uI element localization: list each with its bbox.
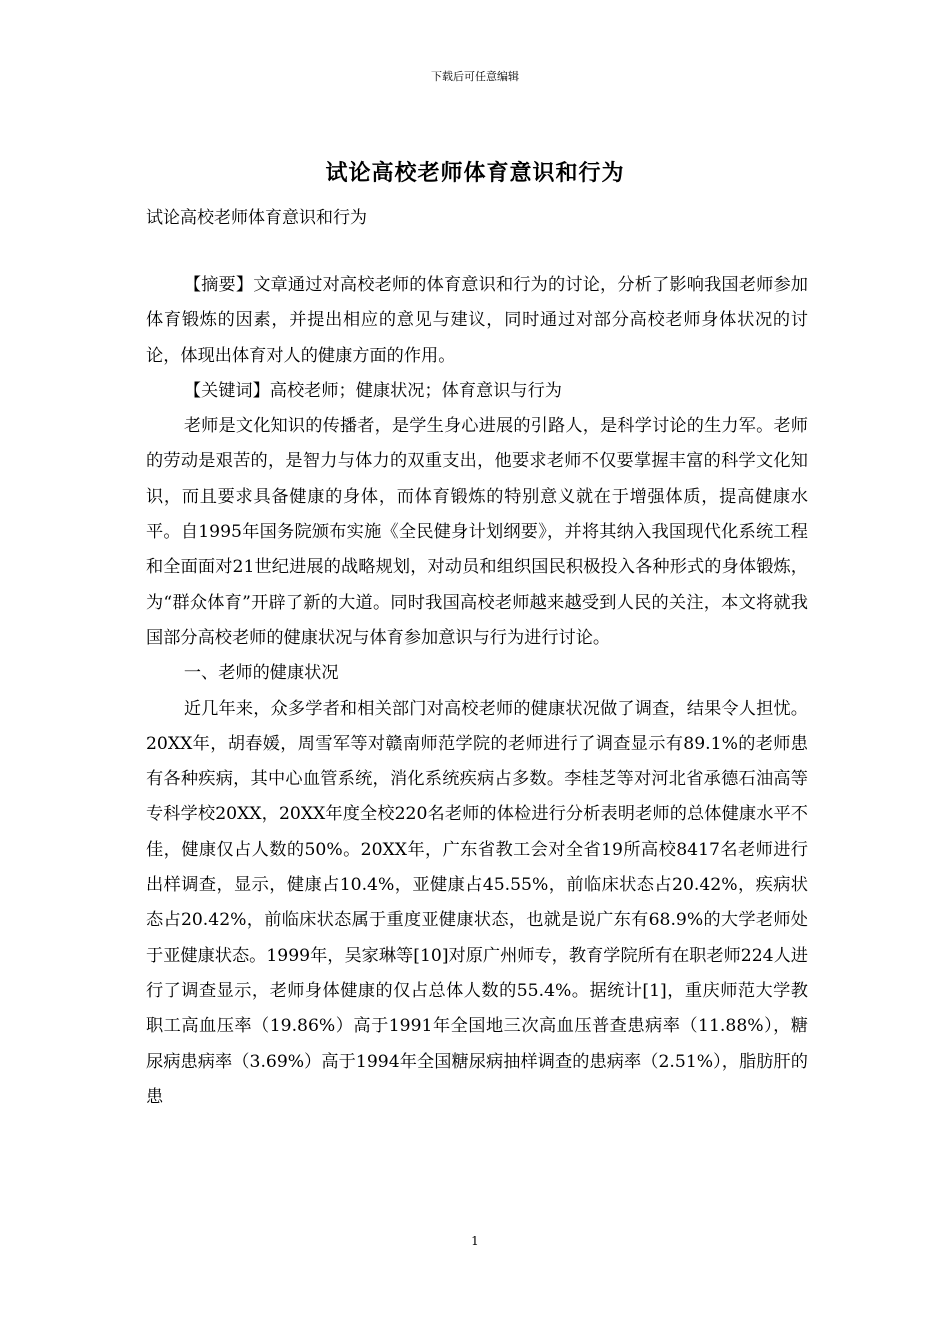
abstract-paragraph: 【摘要】文章通过对高校老师的体育意识和行为的讨论，分析了影响我国老师参加体育锻炼的因素，并提出相应的意见与建议，同时通过对部分高校老师身体状况的讨论，体现出体育对人的健康方面的作用。 [146, 275, 808, 366]
page-number: 1 [471, 1234, 479, 1248]
health-paragraph: 近几年来，众多学者和相关部门对高校老师的健康状况做了调查，结果令人担忧。20XX年，胡春媛，周雪军等对赣南师范学院的老师进行了调查显示有89.1%的老师患有各种疾病，其中心血管系统，消化系统疾病占多数。李桂芝等对河北省承德石油高等专科学校20XX，20XX年度全校220名老师的体检进行分析表明老师的总体健康水平不佳，健康仅占人数的50%。20XX年，广东省教工会对全省19所高校8417名老师进行出样调查，显示，健康占10.4%，亚健康占45.55%，前临床状态占20.42%，疾病状态占20.42%，前临床状态属于重度亚健康状态，也就是说广东有68.9%的大学老师处于亚健康状态。1999年，吴家琳等[10]对原广州师专，教育学院所有在职老师224人进行了调查显示，老师身体健康的仅占总体人数的55.4%。据统计[1]，重庆师范大学教职工高血压率（19.86%）高于1991年全国地三次高血压普查患病率（11.88%），糖尿病患病率（3.69%）高于1994年全国糖尿病抽样调查的患病率（2.51%），脂肪肝的患 [146, 698, 808, 1107]
section-heading: 一、老师的健康状况 [183, 663, 339, 684]
document-title: 试论高校老师体育意识和行为 [325, 160, 625, 186]
intro-paragraph: 老师是文化知识的传播者，是学生身心进展的引路人，是科学讨论的生力军。老师的劳动是艰苦的，是智力与体力的双重支出，他要求老师不仅要掌握丰富的科学文化知识，而且要求具备健康的身体，而体育锻炼的特别意义就在于增强体质，提高健康水平。自1995年国务院颁布实施《全民健身计划纲要》，并将其纳入我国现代化系统工程和全面面对21世纪进展的战略规划，对动员和组织国民积极投入各种形式的身体锻炼，为“群众体育”开辟了新的大道。同时我国高校老师越来越受到人民的关注，本文将就我国部分高校老师的健康状况与体育参加意识与行为进行讨论。 [146, 416, 808, 648]
keywords-paragraph: 【关键词】高校老师；健康状况；体育意识与行为 [183, 380, 562, 401]
header-note: 下载后可任意编辑 [431, 70, 519, 83]
document-subtitle: 试论高校老师体育意识和行为 [146, 208, 367, 228]
document-body [146, 268, 808, 1115]
